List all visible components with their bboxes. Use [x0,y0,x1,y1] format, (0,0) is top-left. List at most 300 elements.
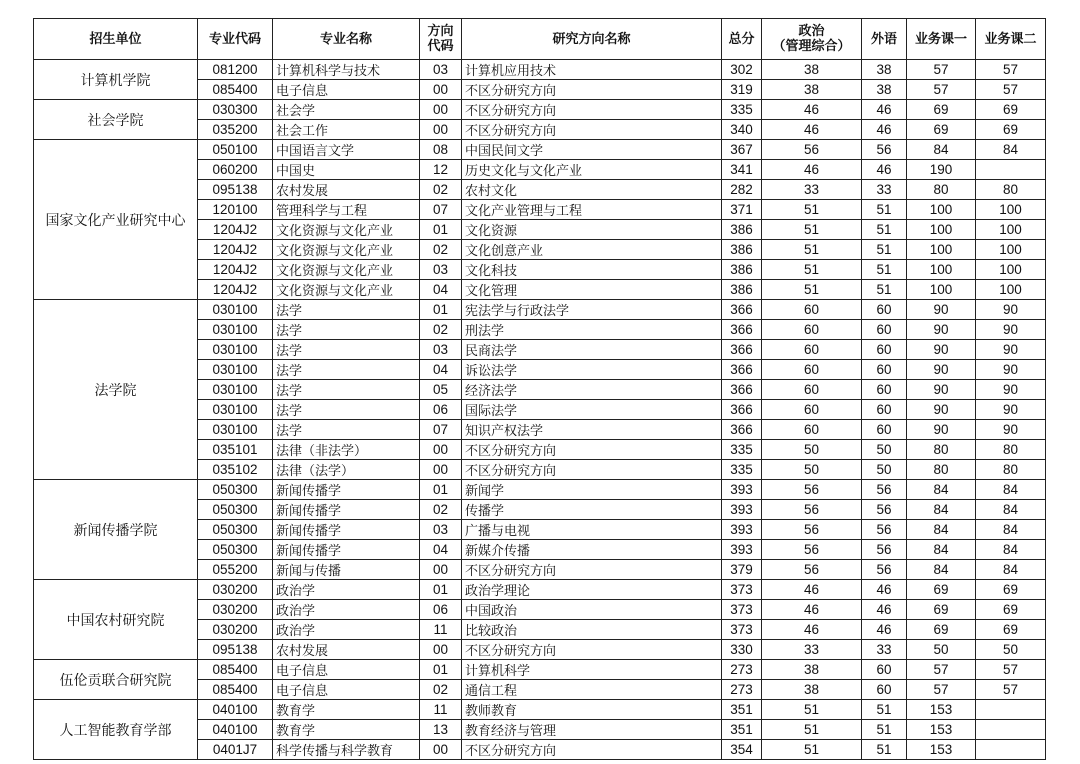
course-one-score-cell: 84 [907,480,976,500]
politics-score-cell: 50 [762,440,862,460]
course-one-score-cell: 100 [907,260,976,280]
major-code-cell: 060200 [198,160,273,180]
direction-name-cell: 不区分研究方向 [462,640,722,660]
score-table [33,18,1046,760]
course-two-score-cell: 100 [976,260,1046,280]
foreign-language-score-cell: 51 [862,220,907,240]
admission-unit-cell: 中国农村研究院 [34,580,198,660]
foreign-language-score-cell: 56 [862,500,907,520]
total-score-cell: 386 [722,280,762,300]
direction-code-cell: 12 [420,160,462,180]
major-name-cell: 新闻与传播 [273,560,420,580]
header-foreign-language: 外语 [862,19,907,60]
politics-score-cell: 60 [762,420,862,440]
course-one-score-cell: 90 [907,400,976,420]
admission-unit-cell: 法学院 [34,300,198,480]
major-name-cell: 新闻传播学 [273,500,420,520]
politics-score-cell: 56 [762,480,862,500]
total-score-cell: 393 [722,480,762,500]
course-two-score-cell: 100 [976,240,1046,260]
total-score-cell: 379 [722,560,762,580]
direction-name-cell: 民商法学 [462,340,722,360]
foreign-language-score-cell: 51 [862,740,907,760]
major-name-cell: 新闻传播学 [273,540,420,560]
major-name-cell: 教育学 [273,720,420,740]
direction-name-cell: 计算机科学 [462,660,722,680]
politics-score-cell: 33 [762,180,862,200]
major-code-cell: 035200 [198,120,273,140]
direction-name-cell: 知识产权法学 [462,420,722,440]
direction-code-cell: 11 [420,620,462,640]
foreign-language-score-cell: 60 [862,660,907,680]
total-score-cell: 366 [722,360,762,380]
course-two-score-cell: 84 [976,140,1046,160]
course-one-score-cell: 69 [907,580,976,600]
foreign-language-score-cell: 38 [862,60,907,80]
major-code-cell: 095138 [198,180,273,200]
course-one-score-cell: 69 [907,120,976,140]
foreign-language-score-cell: 56 [862,520,907,540]
politics-score-cell: 46 [762,580,862,600]
table-row [34,140,1046,160]
total-score-cell: 393 [722,500,762,520]
course-two-score-cell: 90 [976,360,1046,380]
direction-code-cell: 00 [420,740,462,760]
direction-code-cell: 01 [420,660,462,680]
major-name-cell: 法学 [273,380,420,400]
direction-code-cell: 04 [420,360,462,380]
direction-name-cell: 通信工程 [462,680,722,700]
total-score-cell: 335 [722,100,762,120]
direction-name-cell: 不区分研究方向 [462,100,722,120]
direction-name-cell: 中国政治 [462,600,722,620]
course-two-score-cell: 69 [976,620,1046,640]
direction-name-cell: 比较政治 [462,620,722,640]
major-code-cell: 030200 [198,620,273,640]
course-one-score-cell: 84 [907,500,976,520]
course-one-score-cell: 90 [907,360,976,380]
course-one-score-cell: 190 [907,160,976,180]
direction-name-cell: 文化科技 [462,260,722,280]
course-two-score-cell: 100 [976,200,1046,220]
foreign-language-score-cell: 51 [862,280,907,300]
politics-score-cell: 56 [762,500,862,520]
major-name-cell: 法学 [273,420,420,440]
foreign-language-score-cell: 46 [862,620,907,640]
direction-name-cell: 计算机应用技术 [462,60,722,80]
direction-code-cell: 02 [420,500,462,520]
politics-score-cell: 51 [762,240,862,260]
major-name-cell: 法学 [273,400,420,420]
direction-code-cell: 03 [420,520,462,540]
foreign-language-score-cell: 60 [862,340,907,360]
major-code-cell: 1204J2 [198,240,273,260]
direction-code-cell: 07 [420,200,462,220]
major-code-cell: 1204J2 [198,280,273,300]
course-one-score-cell: 50 [907,640,976,660]
foreign-language-score-cell: 46 [862,600,907,620]
course-one-score-cell: 80 [907,180,976,200]
foreign-language-score-cell: 50 [862,440,907,460]
foreign-language-score-cell: 60 [862,360,907,380]
total-score-cell: 386 [722,220,762,240]
major-name-cell: 法学 [273,300,420,320]
politics-score-cell: 60 [762,380,862,400]
direction-name-cell: 不区分研究方向 [462,120,722,140]
politics-score-cell: 60 [762,320,862,340]
course-one-score-cell: 100 [907,280,976,300]
direction-code-cell: 06 [420,600,462,620]
major-code-cell: 030300 [198,100,273,120]
major-name-cell: 政治学 [273,580,420,600]
politics-score-cell: 46 [762,620,862,640]
politics-score-cell: 51 [762,740,862,760]
major-name-cell: 社会工作 [273,120,420,140]
politics-score-cell: 50 [762,460,862,480]
direction-name-cell: 中国民间文学 [462,140,722,160]
politics-score-cell: 60 [762,400,862,420]
course-two-score-cell: 100 [976,220,1046,240]
course-two-score-cell: 90 [976,340,1046,360]
course-one-score-cell: 90 [907,320,976,340]
foreign-language-score-cell: 33 [862,180,907,200]
direction-name-cell: 文化管理 [462,280,722,300]
course-one-score-cell: 90 [907,340,976,360]
politics-score-cell: 38 [762,80,862,100]
direction-code-cell: 03 [420,260,462,280]
direction-name-cell: 政治学理论 [462,580,722,600]
direction-code-cell: 00 [420,560,462,580]
course-two-score-cell: 84 [976,500,1046,520]
foreign-language-score-cell: 60 [862,400,907,420]
course-two-score-cell: 69 [976,120,1046,140]
direction-code-cell: 01 [420,220,462,240]
major-code-cell: 030100 [198,400,273,420]
major-name-cell: 文化资源与文化产业 [273,260,420,280]
major-name-cell: 电子信息 [273,660,420,680]
major-name-cell: 法律（法学） [273,460,420,480]
major-name-cell: 新闻传播学 [273,480,420,500]
total-score-cell: 386 [722,260,762,280]
foreign-language-score-cell: 51 [862,260,907,280]
major-code-cell: 030200 [198,580,273,600]
total-score-cell: 273 [722,660,762,680]
major-name-cell: 法学 [273,360,420,380]
course-two-score-cell: 90 [976,320,1046,340]
total-score-cell: 366 [722,400,762,420]
course-one-score-cell: 100 [907,240,976,260]
header-direction-code-line2: 代码 [427,39,454,54]
foreign-language-score-cell: 51 [862,240,907,260]
politics-score-cell: 56 [762,520,862,540]
foreign-language-score-cell: 51 [862,700,907,720]
direction-name-cell: 农村文化 [462,180,722,200]
foreign-language-score-cell: 46 [862,120,907,140]
politics-score-cell: 38 [762,680,862,700]
major-code-cell: 085400 [198,80,273,100]
major-name-cell: 电子信息 [273,680,420,700]
total-score-cell: 371 [722,200,762,220]
course-two-score-cell: 90 [976,400,1046,420]
course-one-score-cell: 69 [907,600,976,620]
course-two-score-cell: 50 [976,640,1046,660]
course-two-score-cell: 57 [976,60,1046,80]
course-one-score-cell: 84 [907,520,976,540]
direction-code-cell: 04 [420,540,462,560]
total-score-cell: 282 [722,180,762,200]
course-two-score-cell: 69 [976,580,1046,600]
politics-score-cell: 51 [762,260,862,280]
major-code-cell: 035102 [198,460,273,480]
header-direction-code-line1: 方向 [427,24,454,39]
major-code-cell: 081200 [198,60,273,80]
course-two-score-cell: 69 [976,600,1046,620]
admission-unit-cell: 人工智能教育学部 [34,700,198,760]
major-code-cell: 120100 [198,200,273,220]
course-two-score-cell: 84 [976,540,1046,560]
total-score-cell: 373 [722,580,762,600]
major-code-cell: 1204J2 [198,260,273,280]
direction-name-cell: 新闻学 [462,480,722,500]
direction-name-cell: 广播与电视 [462,520,722,540]
table-body [34,60,1046,760]
course-two-score-cell: 90 [976,420,1046,440]
header-row [34,19,1046,60]
total-score-cell: 373 [722,600,762,620]
course-one-score-cell: 90 [907,420,976,440]
direction-code-cell: 04 [420,280,462,300]
total-score-cell: 340 [722,120,762,140]
total-score-cell: 366 [722,340,762,360]
major-code-cell: 030100 [198,360,273,380]
direction-code-cell: 05 [420,380,462,400]
foreign-language-score-cell: 51 [862,720,907,740]
politics-score-cell: 60 [762,360,862,380]
course-two-score-cell [976,720,1046,740]
direction-name-cell: 国际法学 [462,400,722,420]
major-name-cell: 文化资源与文化产业 [273,240,420,260]
foreign-language-score-cell: 56 [862,540,907,560]
politics-score-cell: 56 [762,140,862,160]
politics-score-cell: 46 [762,100,862,120]
politics-score-cell: 51 [762,220,862,240]
politics-score-cell: 56 [762,540,862,560]
major-code-cell: 050300 [198,520,273,540]
total-score-cell: 366 [722,380,762,400]
course-two-score-cell [976,740,1046,760]
foreign-language-score-cell: 60 [862,680,907,700]
table-row [34,480,1046,500]
direction-name-cell: 历史文化与文化产业 [462,160,722,180]
course-one-score-cell: 90 [907,380,976,400]
header-course-two: 业务课二 [976,19,1046,60]
table-row [34,300,1046,320]
foreign-language-score-cell: 46 [862,100,907,120]
politics-score-cell: 33 [762,640,862,660]
politics-score-cell: 51 [762,700,862,720]
total-score-cell: 366 [722,300,762,320]
direction-code-cell: 02 [420,180,462,200]
politics-score-cell: 38 [762,660,862,680]
politics-score-cell: 46 [762,160,862,180]
major-name-cell: 社会学 [273,100,420,120]
header-politics-line2: （管理综合） [772,39,851,54]
course-one-score-cell: 57 [907,80,976,100]
course-two-score-cell: 90 [976,380,1046,400]
politics-score-cell: 38 [762,60,862,80]
direction-name-cell: 经济法学 [462,380,722,400]
major-code-cell: 085400 [198,660,273,680]
direction-name-cell: 诉讼法学 [462,360,722,380]
politics-score-cell: 51 [762,200,862,220]
course-two-score-cell: 80 [976,460,1046,480]
direction-code-cell: 03 [420,340,462,360]
header-major-code: 专业代码 [198,19,273,60]
header-direction-code [420,19,462,60]
major-name-cell: 政治学 [273,620,420,640]
direction-name-cell: 文化资源 [462,220,722,240]
major-code-cell: 040100 [198,700,273,720]
direction-name-cell: 传播学 [462,500,722,520]
course-one-score-cell: 90 [907,300,976,320]
major-name-cell: 法学 [273,340,420,360]
course-one-score-cell: 153 [907,740,976,760]
foreign-language-score-cell: 51 [862,200,907,220]
major-code-cell: 1204J2 [198,220,273,240]
direction-code-cell: 01 [420,580,462,600]
direction-name-cell: 不区分研究方向 [462,740,722,760]
header-total: 总分 [722,19,762,60]
foreign-language-score-cell: 60 [862,300,907,320]
major-name-cell: 农村发展 [273,180,420,200]
course-two-score-cell: 100 [976,280,1046,300]
direction-code-cell: 02 [420,680,462,700]
major-code-cell: 030100 [198,340,273,360]
total-score-cell: 367 [722,140,762,160]
major-name-cell: 法学 [273,320,420,340]
major-code-cell: 095138 [198,640,273,660]
course-one-score-cell: 100 [907,220,976,240]
foreign-language-score-cell: 56 [862,560,907,580]
direction-code-cell: 01 [420,480,462,500]
major-name-cell: 教育学 [273,700,420,720]
major-name-cell: 管理科学与工程 [273,200,420,220]
direction-name-cell: 不区分研究方向 [462,460,722,480]
course-one-score-cell: 57 [907,680,976,700]
foreign-language-score-cell: 46 [862,160,907,180]
course-two-score-cell: 90 [976,300,1046,320]
course-two-score-cell: 57 [976,80,1046,100]
course-one-score-cell: 84 [907,140,976,160]
direction-code-cell: 06 [420,400,462,420]
direction-code-cell: 00 [420,100,462,120]
course-one-score-cell: 57 [907,660,976,680]
total-score-cell: 393 [722,520,762,540]
course-one-score-cell: 84 [907,560,976,580]
direction-name-cell: 刑法学 [462,320,722,340]
major-code-cell: 030100 [198,420,273,440]
direction-code-cell: 11 [420,700,462,720]
admission-unit-cell: 社会学院 [34,100,198,140]
header-major-name: 专业名称 [273,19,420,60]
foreign-language-score-cell: 56 [862,140,907,160]
foreign-language-score-cell: 56 [862,480,907,500]
course-two-score-cell: 57 [976,660,1046,680]
foreign-language-score-cell: 60 [862,380,907,400]
foreign-language-score-cell: 60 [862,320,907,340]
major-name-cell: 文化资源与文化产业 [273,220,420,240]
politics-score-cell: 60 [762,340,862,360]
course-one-score-cell: 153 [907,720,976,740]
politics-score-cell: 60 [762,300,862,320]
direction-code-cell: 02 [420,240,462,260]
course-two-score-cell: 80 [976,440,1046,460]
direction-code-cell: 13 [420,720,462,740]
course-one-score-cell: 100 [907,200,976,220]
header-course-one: 业务课一 [907,19,976,60]
course-one-score-cell: 57 [907,60,976,80]
direction-name-cell: 新媒介传播 [462,540,722,560]
direction-name-cell: 宪法学与行政法学 [462,300,722,320]
course-one-score-cell: 153 [907,700,976,720]
foreign-language-score-cell: 60 [862,420,907,440]
major-name-cell: 新闻传播学 [273,520,420,540]
major-code-cell: 050300 [198,540,273,560]
politics-score-cell: 51 [762,720,862,740]
major-code-cell: 0401J7 [198,740,273,760]
direction-name-cell: 不区分研究方向 [462,560,722,580]
total-score-cell: 302 [722,60,762,80]
total-score-cell: 386 [722,240,762,260]
major-name-cell: 中国史 [273,160,420,180]
total-score-cell: 366 [722,320,762,340]
total-score-cell: 351 [722,700,762,720]
total-score-cell: 335 [722,460,762,480]
total-score-cell: 354 [722,740,762,760]
politics-score-cell: 56 [762,560,862,580]
total-score-cell: 335 [722,440,762,460]
direction-name-cell: 文化创意产业 [462,240,722,260]
direction-code-cell: 00 [420,120,462,140]
major-name-cell: 电子信息 [273,80,420,100]
course-two-score-cell: 84 [976,480,1046,500]
course-two-score-cell [976,700,1046,720]
course-one-score-cell: 69 [907,620,976,640]
table-row [34,660,1046,680]
course-two-score-cell [976,160,1046,180]
direction-code-cell: 02 [420,320,462,340]
direction-code-cell: 00 [420,460,462,480]
total-score-cell: 393 [722,540,762,560]
admission-unit-cell: 国家文化产业研究中心 [34,140,198,300]
major-code-cell: 030100 [198,300,273,320]
total-score-cell: 273 [722,680,762,700]
admission-unit-cell: 新闻传播学院 [34,480,198,580]
course-two-score-cell: 57 [976,680,1046,700]
foreign-language-score-cell: 46 [862,580,907,600]
major-name-cell: 科学传播与科学教育 [273,740,420,760]
major-code-cell: 030100 [198,380,273,400]
course-one-score-cell: 69 [907,100,976,120]
header-unit: 招生单位 [34,19,198,60]
direction-code-cell: 03 [420,60,462,80]
major-code-cell: 040100 [198,720,273,740]
table-row [34,580,1046,600]
politics-score-cell: 51 [762,280,862,300]
direction-code-cell: 00 [420,80,462,100]
course-two-score-cell: 84 [976,520,1046,540]
major-code-cell: 055200 [198,560,273,580]
